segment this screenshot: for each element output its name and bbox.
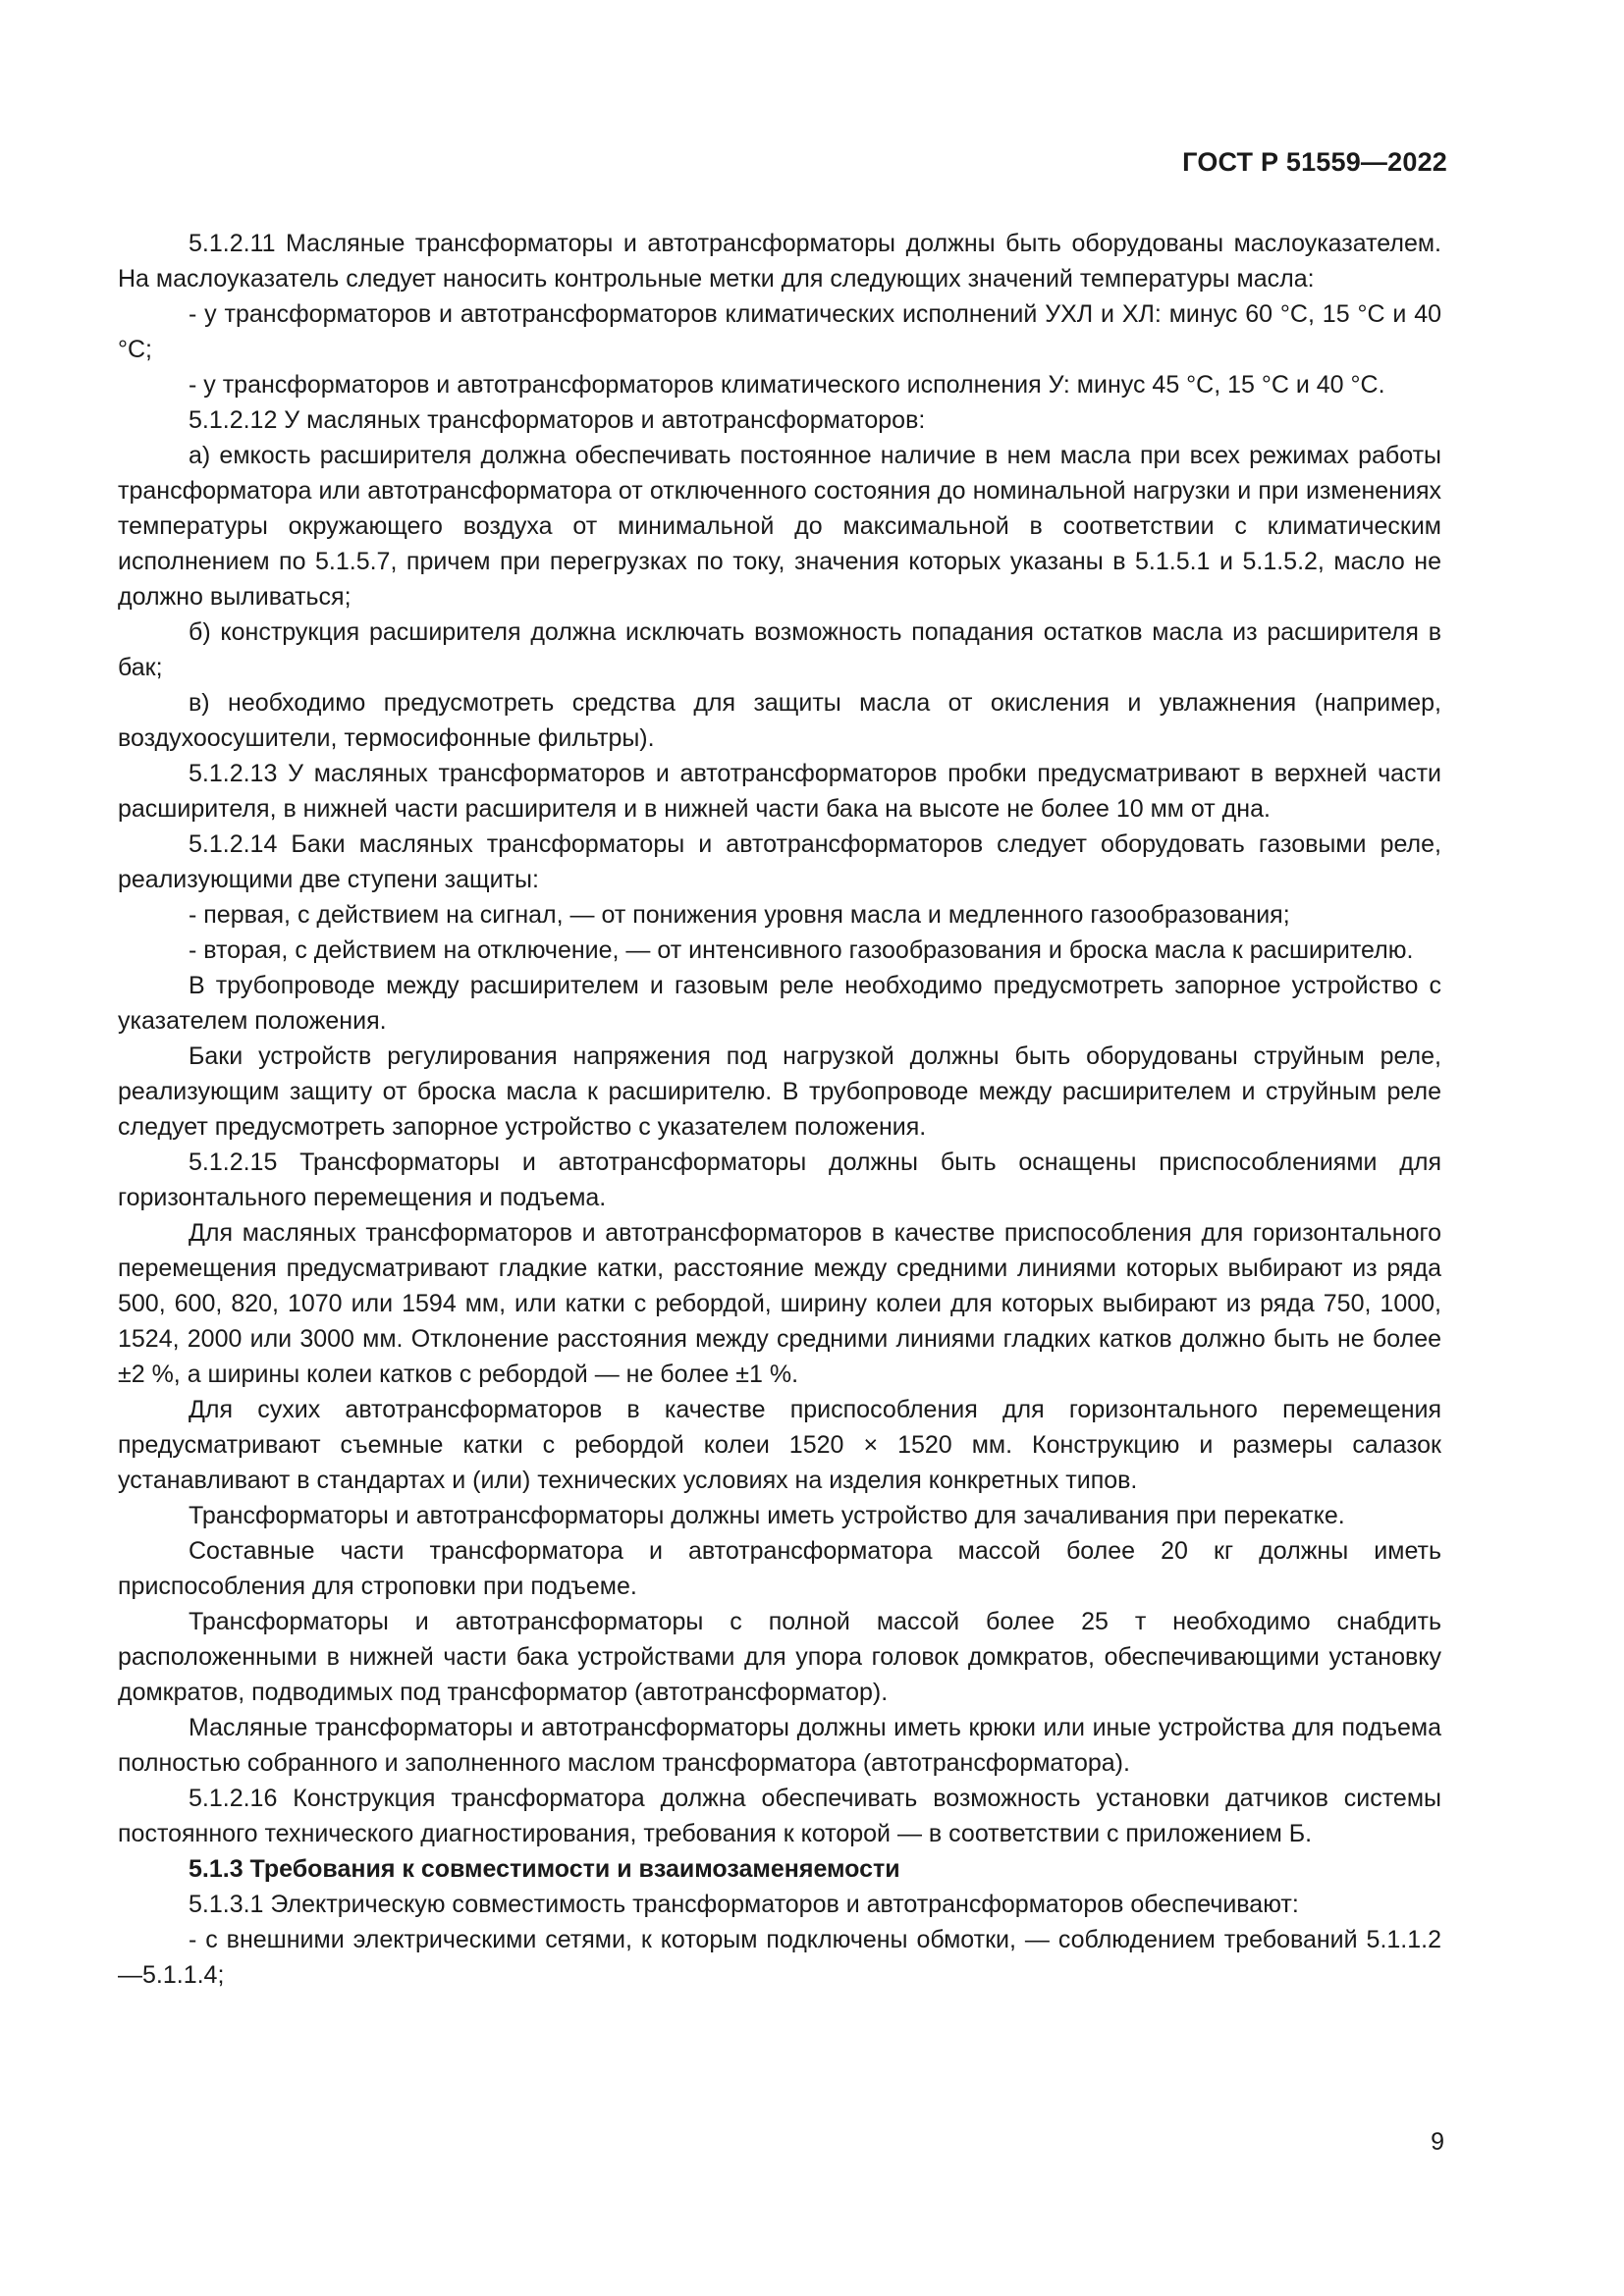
page-number: 9: [1431, 2128, 1444, 2156]
paragraph-jet-relay: Баки устройств регулирования напряжения под нагрузкой должны быть оборудованы струйным реле, реализующим защиту от броска масла к расширителю. В трубопроводе между расширителем и струйным реле следует предусмотреть запорное устройство с указателем положения.: [118, 1042, 1441, 1141]
paragraph-pipeline-gas-relay: В трубопроводе между расширителем и газовым реле необходимо предусмотреть запорное устройство с указателем положения.: [118, 972, 1441, 1035]
list-item-second-stage: - вторая, с действием на отключение, — от интенсивного газообразования и броска масла к расширителю.: [189, 936, 1414, 964]
paragraph-jack-supports: Трансформаторы и автотрансформаторы с полной массой более 25 т необходимо снабдить расположенными в нижней части бака устройствами для упора головок домкратов, обеспечивающими установку домкратов, подводимых под трансформатор (автотрансформатор).: [118, 1608, 1441, 1706]
list-item-external-networks: - с внешними электрическими сетями, к которым подключены обмотки, — соблюдением требований 5.1.1.2—5.1.1.4;: [118, 1926, 1441, 1989]
paragraph-hooks: Масляные трансформаторы и автотрансформаторы должны иметь крюки или иные устройства для подъема полностью собранного и заполненного маслом трансформатора (автотрансформатора).: [118, 1714, 1441, 1777]
paragraph-5-1-2-12: 5.1.2.12 У масляных трансформаторов и автотрансформаторов:: [189, 406, 926, 434]
paragraph-slinging: Составные части трансформатора и автотрансформатора массой более 20 кг должны иметь приспособления для строповки при подъеме.: [118, 1537, 1441, 1600]
paragraph-5-1-2-16: 5.1.2.16 Конструкция трансформатора должна обеспечивать возможность установки датчиков системы постоянного технического диагностирования, требования к которой — в соответствии с приложением Б.: [118, 1785, 1441, 1847]
document-id-header: ГОСТ Р 51559—2022: [1182, 147, 1447, 177]
paragraph-5-1-2-15: 5.1.2.15 Трансформаторы и автотрансформаторы должны быть оснащены приспособлениями для горизонтального перемещения и подъема.: [118, 1148, 1441, 1211]
paragraph-5-1-3-1: 5.1.3.1 Электрическую совместимость трансформаторов и автотрансформаторов обеспечивают:: [189, 1891, 1299, 1918]
list-item-first-stage: - первая, с действием на сигнал, — от понижения уровня масла и медленного газообразования;: [189, 901, 1290, 929]
list-item-a: а) емкость расширителя должна обеспечивать постоянное наличие в нем масла при всех режимах работы трансформатора или автотрансформатора от отключенного состояния до номинальной нагрузки и при изменениях температуры окружающего воздуха от минимальной до максимальной в соответствии с климатическим исполнением по 5.1.5.7, причем при перегрузках по току, значения которых указаны в 5.1.5.1 и 5.1.5.2, масло не должно выливаться;: [118, 442, 1441, 611]
document-body: [118, 226, 1441, 1993]
list-item-b: б) конструкция расширителя должна исключать возможность попадания остатков масла из расширителя в бак;: [118, 618, 1441, 681]
paragraph-5-1-2-14: 5.1.2.14 Баки масляных трансформаторы и автотрансформаторов следует оборудовать газовыми реле, реализующими две ступени защиты:: [118, 830, 1441, 893]
section-heading-5-1-3: 5.1.3 Требования к совместимости и взаимозаменяемости: [189, 1855, 900, 1883]
list-item-u: - у трансформаторов и автотрансформаторов климатического исполнения У: минус 45 °С, 15 °С и 40 °С.: [189, 371, 1385, 399]
list-item-uhl-hl: - у трансформаторов и автотрансформаторов климатических исполнений УХЛ и ХЛ: минус 60 °С, 15 °С и 40 °С;: [118, 300, 1441, 363]
paragraph-dry-autotransformer-rollers: Для сухих автотрансформаторов в качестве приспособления для горизонтального перемещения предусматривают съемные катки с ребордой колеи 1520 × 1520 мм. Конструкцию и размеры салазок устанавливают в стандартах и (или) технических условиях на изделия конкретных типов.: [118, 1396, 1441, 1494]
paragraph-oil-transformer-rollers: Для масляных трансформаторов и автотрансформаторов в качестве приспособления для горизонтального перемещения предусматривают гладкие катки, расстояние между средними линиями которых выбирают из ряда 500, 600, 820, 1070 или 1594 мм, или катки с ребордой, ширину колеи для которых выбирают из ряда 750, 1000, 1524, 2000 или 3000 мм. Отклонение расстояния между средними линиями гладких катков должно быть не более ±2 %, а ширины колеи катков с ребордой — не более ±1 %.: [118, 1219, 1441, 1388]
list-item-v: в) необходимо предусмотреть средства для защиты масла от окисления и увлажнения (например, воздухоосушители, термосифонные фильтры).: [118, 689, 1441, 752]
paragraph-5-1-2-13: 5.1.2.13 У масляных трансформаторов и автотрансформаторов пробки предусматривают в верхней части расширителя, в нижней части расширителя и в нижней части бака на высоте не более 10 мм от дна.: [118, 760, 1441, 823]
paragraph-5-1-2-11: 5.1.2.11 Масляные трансформаторы и автотрансформаторы должны быть оборудованы маслоуказателем. На маслоуказатель следует наносить контрольные метки для следующих значений температуры масла:: [118, 230, 1441, 293]
paragraph-towing-device: Трансформаторы и автотрансформаторы должны иметь устройство для зачаливания при перекатке.: [189, 1502, 1345, 1529]
